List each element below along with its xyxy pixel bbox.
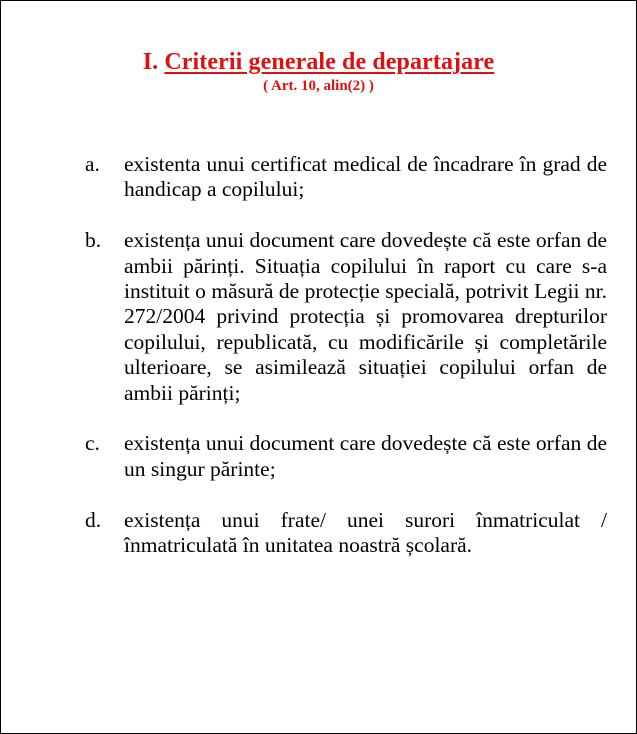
criteria-list [85,152,607,558]
criterion-item-a [85,152,607,203]
list-marker: c. [85,431,100,456]
criterion-item-b [85,228,607,406]
section-header [1,48,636,95]
list-marker: a. [85,152,100,176]
list-marker: b. [85,228,102,253]
criterion-text: existența unui document care dovedește că este orfan de ambii părinți. Situația copilului în raport cu care s-a instituit o măsură de protecție specială, potrivit Legii nr. 272/2004 privind protecția și promovarea drepturilor copilului, republicată, cu modificările și completările ulterioare, se asimilează situației copilului orfan de ambii părinți; [124,228,607,405]
criterion-item-c [85,431,607,482]
criterion-text: existența unui frate/ unei surori înmatriculat / înmatriculată în unitatea noastră școlară. [124,507,607,558]
list-marker: d. [85,507,102,532]
article-reference: ( Art. 10, alin(2) ) [263,78,374,94]
criterion-item-d [85,508,607,559]
criterion-text: existenta unui certificat medical de încadrare în grad de handicap a copilului; [124,152,607,202]
section-number: I. [142,49,159,75]
section-title [1,48,636,76]
criterion-text: existența unui document care dovedește că este orfan de un singur părinte; [124,431,607,481]
section-title-text: Criterii generale de departajare [164,49,495,75]
